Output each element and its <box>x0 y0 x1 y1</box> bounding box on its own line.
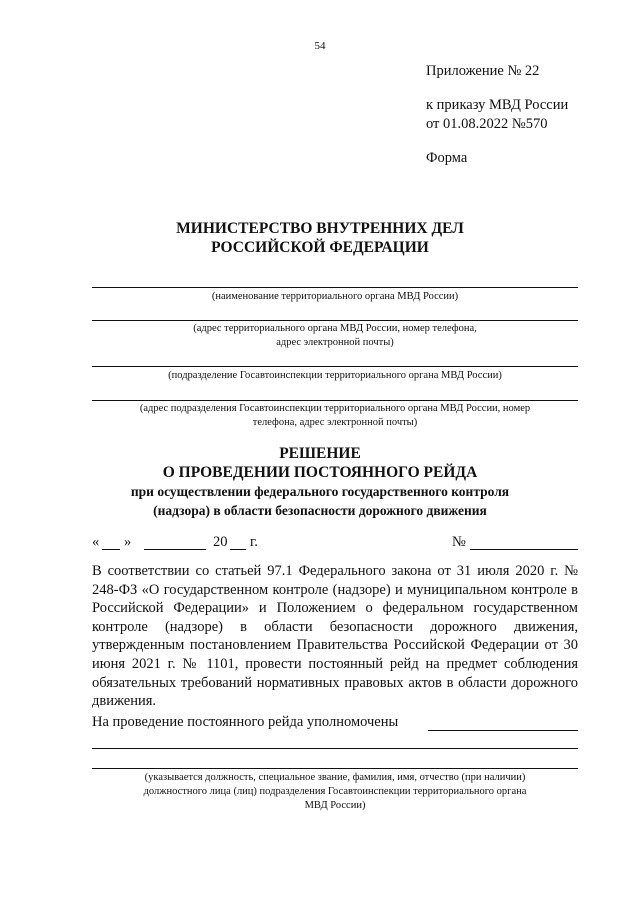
division-address-caption-line1: (адрес подразделения Госавтоинспекции территориального органа МВД России, номер <box>139 403 531 414</box>
month-field[interactable] <box>144 549 206 550</box>
decision-title <box>0 444 640 520</box>
authorized-line3[interactable] <box>92 768 578 769</box>
organ-address-caption <box>92 322 578 350</box>
division-address-caption <box>92 402 578 430</box>
quote-close: » <box>124 534 132 550</box>
quote-open: « <box>92 534 100 550</box>
authorized-label: На проведение постоянного рейда уполномочены <box>92 714 399 730</box>
organ-address-caption-line2: адрес электронной почты) <box>276 337 394 348</box>
division-caption: (подразделение Госавтоинспекции территориального органа МВД России) <box>168 370 502 381</box>
organ-name-line[interactable] <box>92 287 578 288</box>
organ-address-caption-line1: (адрес территориального органа МВД России, номер телефона, <box>193 323 477 334</box>
form-label: Форма <box>426 150 468 166</box>
year-prefix: 20 <box>213 534 228 550</box>
division-address-caption-line2: телефона, адрес электронной почты) <box>252 417 418 428</box>
footer-caption-line1: (указывается должность, специальное звание, фамилия, имя, отчество (при наличии) <box>144 772 526 783</box>
ministry-line2: РОССИЙСКОЙ ФЕДЕРАЦИИ <box>211 239 429 256</box>
date-row <box>92 534 578 554</box>
organ-name-caption: (наименование территориального органа МВД России) <box>211 291 459 302</box>
division-address-line[interactable] <box>92 400 578 401</box>
ministry-line1: МИНИСТЕРСТВО ВНУТРЕННИХ ДЕЛ <box>176 220 464 237</box>
footer-caption-line2: должностного лица (лиц) подразделения Госавтоинспекции территориального органа <box>143 786 527 797</box>
day-field[interactable] <box>102 549 120 550</box>
authorized-field[interactable] <box>428 730 578 731</box>
title-line4: (надзора) в области безопасности дорожного движения <box>153 503 487 518</box>
decision-body: В соответствии со статьей 97.1 Федерального закона от 31 июля 2020 г. № 248-ФЗ «О государственном контроле (надзоре) и муниципальном контроле в Российской Федерации» и Положением о федеральном государственном контроле (надзоре) в области безопасности дорожного движения, утвержденным постановлением Правительства Российской Федерации от 30 июня 2021 г. № 1101, провести постоянный рейд на предмет соблюдения обязательных требований нормативных правовых актов в области дорожного движения. <box>92 563 578 710</box>
organ-address-line[interactable] <box>92 320 578 321</box>
annex-order-line1: к приказу МВД России <box>426 97 569 113</box>
annex-order-line2: от 01.08.2022 №570 <box>426 116 548 132</box>
title-line2: О ПРОВЕДЕНИИ ПОСТОЯННОГО РЕЙДА <box>162 464 478 481</box>
title-line1: РЕШЕНИЕ <box>279 445 361 462</box>
title-line3: при осуществлении федерального государственного контроля <box>130 484 510 499</box>
ministry-heading <box>0 219 640 257</box>
page-number: 54 <box>314 40 326 52</box>
number-sign: № <box>452 534 466 550</box>
year-field[interactable] <box>230 549 246 550</box>
annex-number: Приложение № 22 <box>426 63 540 79</box>
number-field[interactable] <box>470 549 578 550</box>
authorized-line2[interactable] <box>92 748 578 749</box>
footer-caption-line3: МВД России) <box>304 800 366 811</box>
footer-caption <box>92 771 578 813</box>
division-line[interactable] <box>92 366 578 367</box>
year-suffix: г. <box>250 534 258 550</box>
